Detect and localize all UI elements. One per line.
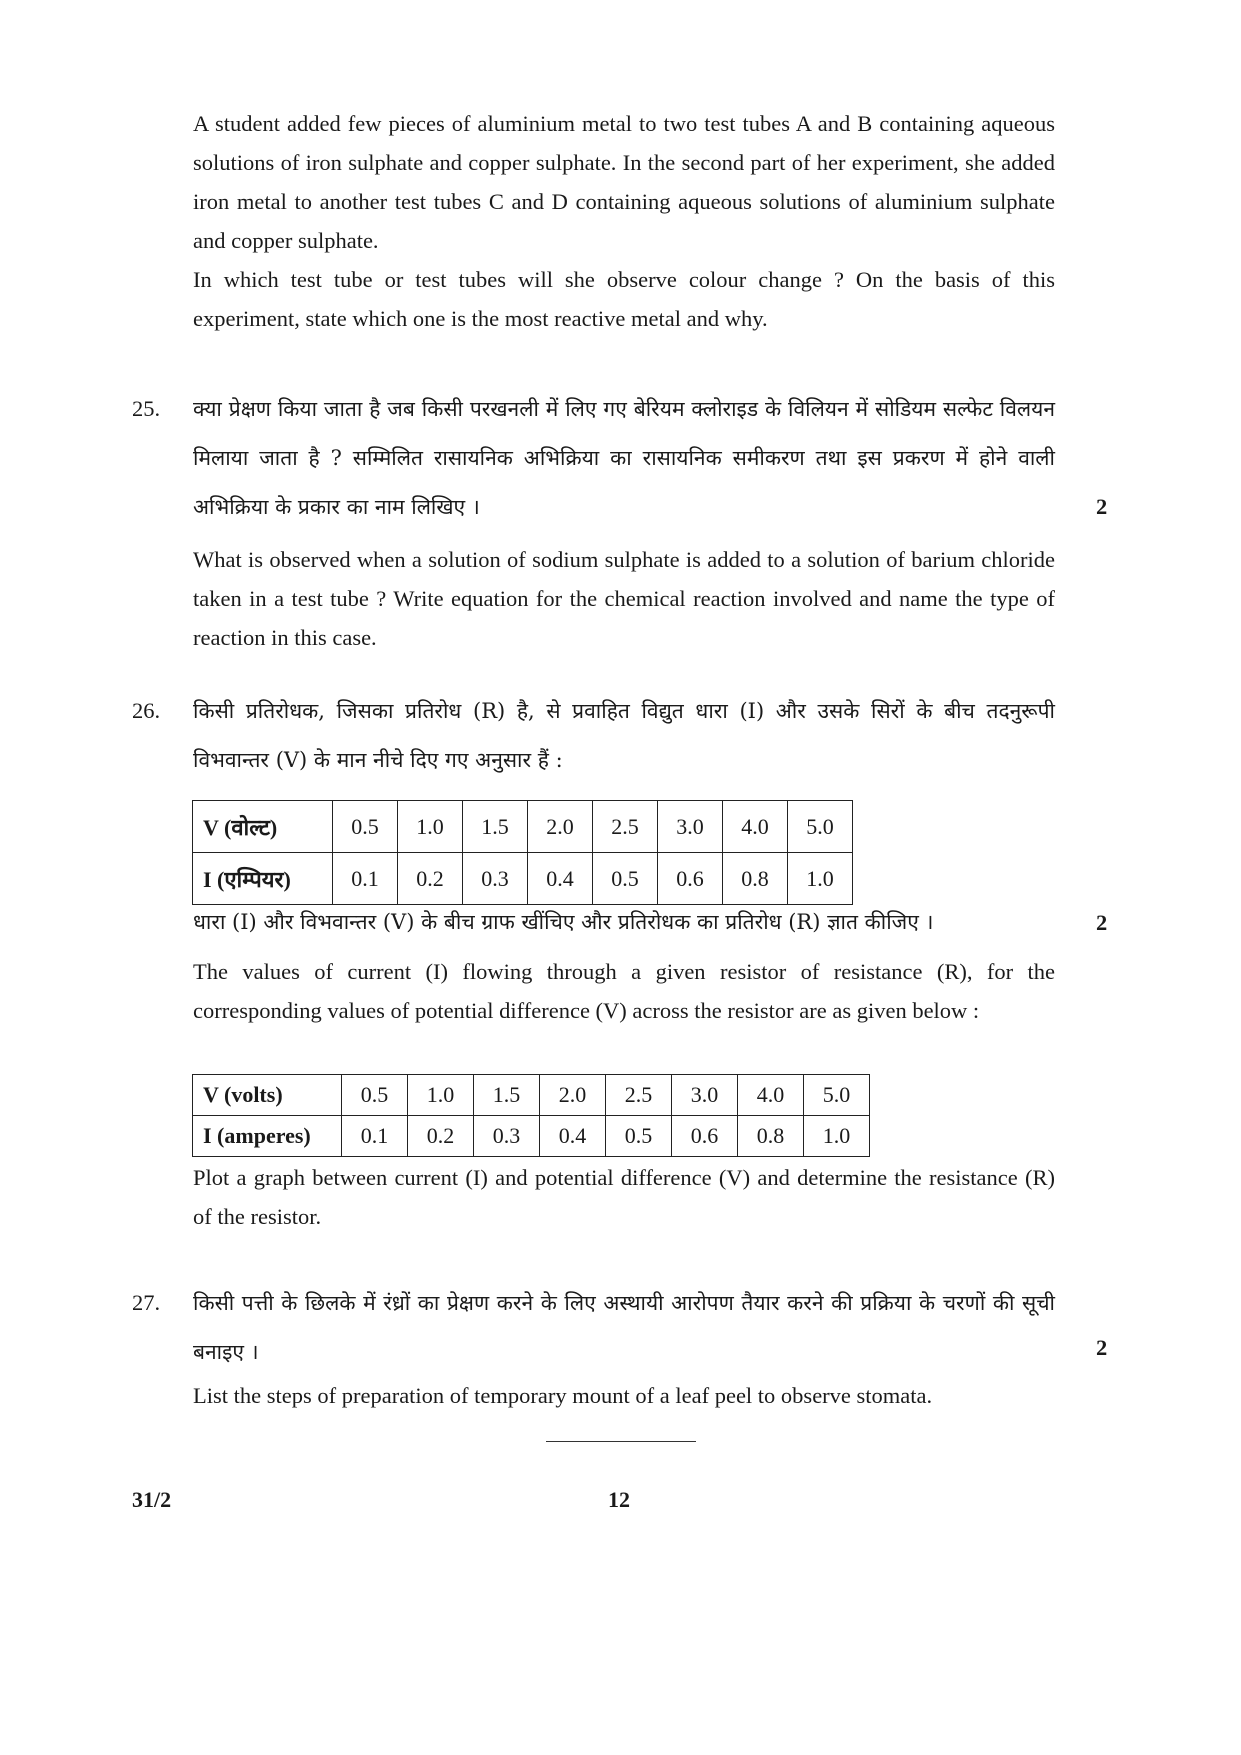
v-cell: 2.0 [540, 1075, 606, 1116]
q27-english-text: List the steps of preparation of temporary mount of a leaf peel to observe stomata. [193, 1383, 933, 1408]
table-row [193, 801, 853, 853]
v-cell: 1.0 [398, 801, 463, 853]
v-cell: 1.5 [474, 1075, 540, 1116]
i-cell: 0.6 [658, 853, 723, 905]
i-cell: 0.3 [474, 1116, 540, 1157]
question-number-25: 25. [132, 396, 161, 421]
v-cell: 3.0 [658, 801, 723, 853]
q24-english-text: A student added few pieces of aluminium metal to two test tubes A and B containing aqueous solutions of iron sulphate and copper sulphate. In the second part of her experiment, she added iron metal to another test tubes C and D containing aqueous solutions of aluminium sulphate and copper sulphate. [193, 111, 1055, 253]
table-row [193, 1075, 870, 1116]
i-cell: 0.6 [672, 1116, 738, 1157]
q26-english-intro: The values of current (I) flowing through a given resistor of resistance (R), for the corresponding values of potential difference (V) across the resistor are as given below : [193, 959, 1055, 1023]
table-row [193, 1116, 870, 1157]
english-data-table [192, 1074, 870, 1157]
q25-hindi-text: क्या प्रेक्षण किया जाता है जब किसी परखनली में लिए गए बेरियम क्लोराइड के विलियन में सोडियम सल्फेट विलयन मिलाया जाता है ? सम्मिलित रासायनिक अभिक्रिया का रासायनिक समीकरण तथा इस प्रकरण में होने वाली अभिक्रिया के प्रकार का नाम लिखिए । [193, 397, 1055, 519]
q25-marks: 2 [1096, 494, 1108, 519]
q26-marks: 2 [1096, 910, 1108, 935]
question-number-27: 27. [132, 1290, 161, 1315]
v-label-cell: V (वोल्ट) [193, 801, 333, 853]
i-cell: 0.2 [398, 853, 463, 905]
i-cell: 0.8 [723, 853, 788, 905]
v-cell: 3.0 [672, 1075, 738, 1116]
v-cell: 4.0 [723, 801, 788, 853]
v-cell: 2.5 [593, 801, 658, 853]
q24-english-question: In which test tube or test tubes will she observe colour change ? On the basis of this experiment, state which one is the most reactive metal and why. [193, 267, 1055, 331]
i-cell: 1.0 [804, 1116, 870, 1157]
q27-hindi-text: किसी पत्ती के छिलके में रंध्रों का प्रेक्षण करने के लिए अस्थायी आरोपण तैयार करने की प्रक्रिया के चरणों की सूची बनाइए । [193, 1291, 1055, 1364]
hindi-data-table [192, 800, 853, 905]
v-cell: 4.0 [738, 1075, 804, 1116]
v-cell: 1.5 [463, 801, 528, 853]
page-number: 12 [608, 1487, 630, 1512]
i-cell: 0.1 [342, 1116, 408, 1157]
i-label-cell: I (एम्पियर) [193, 853, 333, 905]
table-row [193, 853, 853, 905]
v-cell: 5.0 [804, 1075, 870, 1116]
i-cell: 0.8 [738, 1116, 804, 1157]
q26-hindi-intro: किसी प्रतिरोधक, जिसका प्रतिरोध (R) है, से प्रवाहित विद्युत धारा (I) और उसके सिरों के बीच तदनुरूपी विभवान्तर (V) के मान नीचे दिए गए अनुसार हैं : [193, 699, 1055, 772]
v-label-cell: V (volts) [193, 1075, 342, 1116]
v-cell: 2.5 [606, 1075, 672, 1116]
question-number-26: 26. [132, 698, 161, 723]
i-label-cell: I (amperes) [193, 1116, 342, 1157]
i-cell: 0.5 [593, 853, 658, 905]
v-cell: 5.0 [788, 801, 853, 853]
q25-english-text: What is observed when a solution of sodium sulphate is added to a solution of barium chloride taken in a test tube ? Write equation for the chemical reaction involved and name the type of reaction in this case. [193, 547, 1055, 650]
v-cell: 0.5 [333, 801, 398, 853]
paper-code: 31/2 [132, 1487, 172, 1512]
i-cell: 0.4 [528, 853, 593, 905]
q26-english-task: Plot a graph between current (I) and potential difference (V) and determine the resistance (R) of the resistor. [193, 1165, 1055, 1229]
q27-marks: 2 [1096, 1335, 1108, 1360]
i-cell: 0.3 [463, 853, 528, 905]
i-cell: 1.0 [788, 853, 853, 905]
i-cell: 0.2 [408, 1116, 474, 1157]
i-cell: 0.5 [606, 1116, 672, 1157]
v-cell: 1.0 [408, 1075, 474, 1116]
i-cell: 0.1 [333, 853, 398, 905]
q26-hindi-task: धारा (I) और विभवान्तर (V) के बीच ग्राफ खींचिए और प्रतिरोधक का प्रतिरोध (R) ज्ञात कीजिए । [193, 910, 934, 934]
i-cell: 0.4 [540, 1116, 606, 1157]
end-rule [546, 1441, 696, 1442]
v-cell: 0.5 [342, 1075, 408, 1116]
v-cell: 2.0 [528, 801, 593, 853]
